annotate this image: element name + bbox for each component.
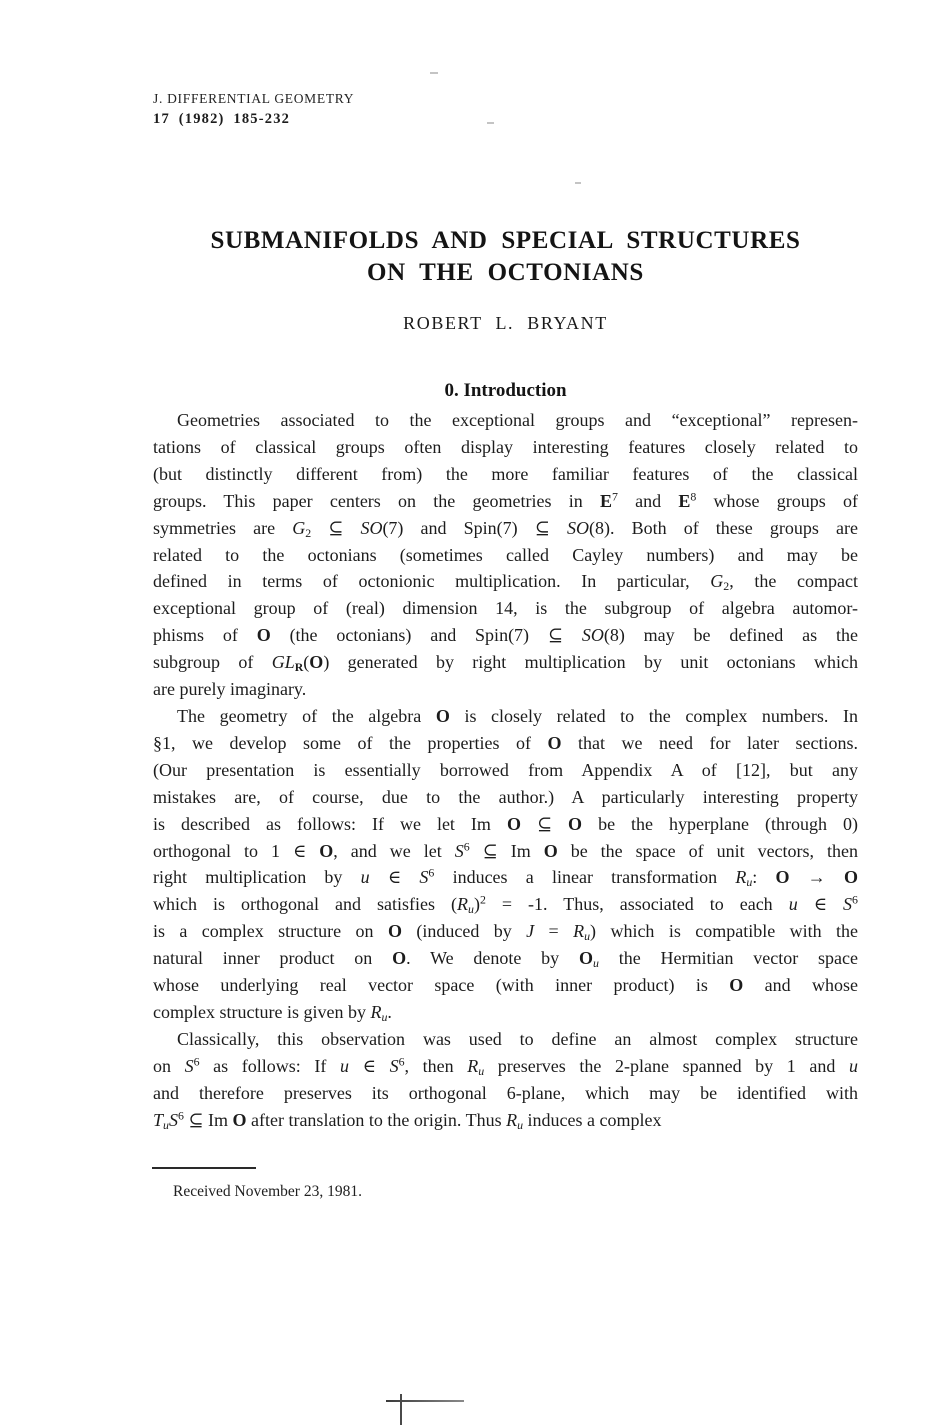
text-line: and therefore preserves its orthogonal 6-plane, which may be identified with xyxy=(153,1082,858,1103)
paragraph-2 xyxy=(153,703,858,1026)
paragraph-3 xyxy=(153,1026,858,1134)
text-line: on $S^6$ as follows: If u ∈ $S^6$, then $R_u$ preserves the 2-plane spanned by 1 and u xyxy=(153,1054,859,1078)
text-line: Geometries associated to the exceptional groups and “exceptional” represen- xyxy=(177,410,858,430)
paper-title xyxy=(153,225,858,289)
crop-mark-horizontal xyxy=(386,1400,464,1402)
body-text xyxy=(153,407,858,1133)
text-line: (Our presentation is essentially borrowed from Appendix A of [12], but any xyxy=(153,759,858,780)
text-line: (but distinctly different from) the more familiar features of the classical xyxy=(153,463,858,484)
text-line: mistakes are, of course, due to the author.) A particularly interesting property xyxy=(153,786,858,807)
text-line: symmetries are $G_2$ ⊆ SO(7) and Spin(7) ⊆ SO(8). Both of these groups are xyxy=(153,517,858,540)
text-line: The geometry of the algebra O is closely related to the complex numbers. In xyxy=(177,705,858,726)
footnote-rule xyxy=(152,1167,256,1169)
paragraph-1 xyxy=(153,407,858,703)
text-line: phisms of O (the octonians) and Spin(7) ⊆ SO(8) may be defined as the xyxy=(153,625,858,646)
text-line: right multiplication by u ∈ $S^6$ induces a linear transformation $R_u$: O → O xyxy=(153,865,858,890)
text-line: is a complex structure on O (induced by $J = R_u$) which is compatible with the xyxy=(153,921,858,944)
journal-header xyxy=(153,91,354,128)
text-line: which is orthogonal and satisfies $(R_u)^2 = -1$. Thus, associated to each u ∈ $S^6$ xyxy=(153,892,858,917)
section-heading: 0. Introduction xyxy=(444,380,567,401)
scan-speck xyxy=(575,182,581,184)
text-line: complex structure is given by $R_u$. xyxy=(153,1001,392,1024)
text-line: $T_uS^6$ ⊆ Im O after translation to the origin. Thus $R_u$ induces a complex xyxy=(153,1108,662,1132)
text-line: defined in terms of octonionic multiplication. In particular, $G_2$, the compact xyxy=(153,571,858,594)
text-line: whose underlying real vector space (with inner product) is O and whose xyxy=(153,975,858,996)
scan-speck xyxy=(430,72,438,74)
text-line: subgroup of $GL_R(O)$ generated by right multiplication by unit octonians which xyxy=(153,652,859,675)
crop-mark-vertical xyxy=(400,1394,402,1425)
text-line: orthogonal to 1 ∈ O, and we let $S^6$ ⊆ Im O be the space of unit vectors, then xyxy=(153,838,859,861)
author-name: ROBERT L. BRYANT xyxy=(403,313,608,333)
journal-name: J. DIFFERENTIAL GEOMETRY xyxy=(153,91,355,106)
text-line: related to the octonians (sometimes called Cayley numbers) and may be xyxy=(153,544,858,565)
paper-title-line2: ON THE OCTONIANS xyxy=(367,259,644,286)
text-line: Classically, this observation was used to define an almost complex structure xyxy=(177,1028,858,1049)
text-line: is described as follows: If we let Im O ⊆ O be the hyperplane (through 0) xyxy=(153,813,858,834)
text-line: tations of classical groups often display interesting features closely related to xyxy=(153,436,858,457)
text-line: groups. This paper centers on the geometries in $E^7$ and $E^8$ whose groups of xyxy=(153,489,858,511)
text-line: natural inner product on O. We denote by $O_u$ the Hermitian vector space xyxy=(153,948,858,971)
text-line: §1, we develop some of the properties of O that we need for later sections. xyxy=(153,732,858,753)
paper-title-line1: SUBMANIFOLDS AND SPECIAL STRUCTURES xyxy=(210,227,801,254)
journal-volume-pages: 17 (1982) 185-232 xyxy=(153,111,291,127)
scan-speck xyxy=(487,122,494,124)
received-date: Received November 23, 1981. xyxy=(173,1183,362,1200)
text-line: are purely imaginary. xyxy=(153,679,307,700)
text-line: exceptional group of (real) dimension 14, is the subgroup of algebra automor- xyxy=(153,598,858,619)
